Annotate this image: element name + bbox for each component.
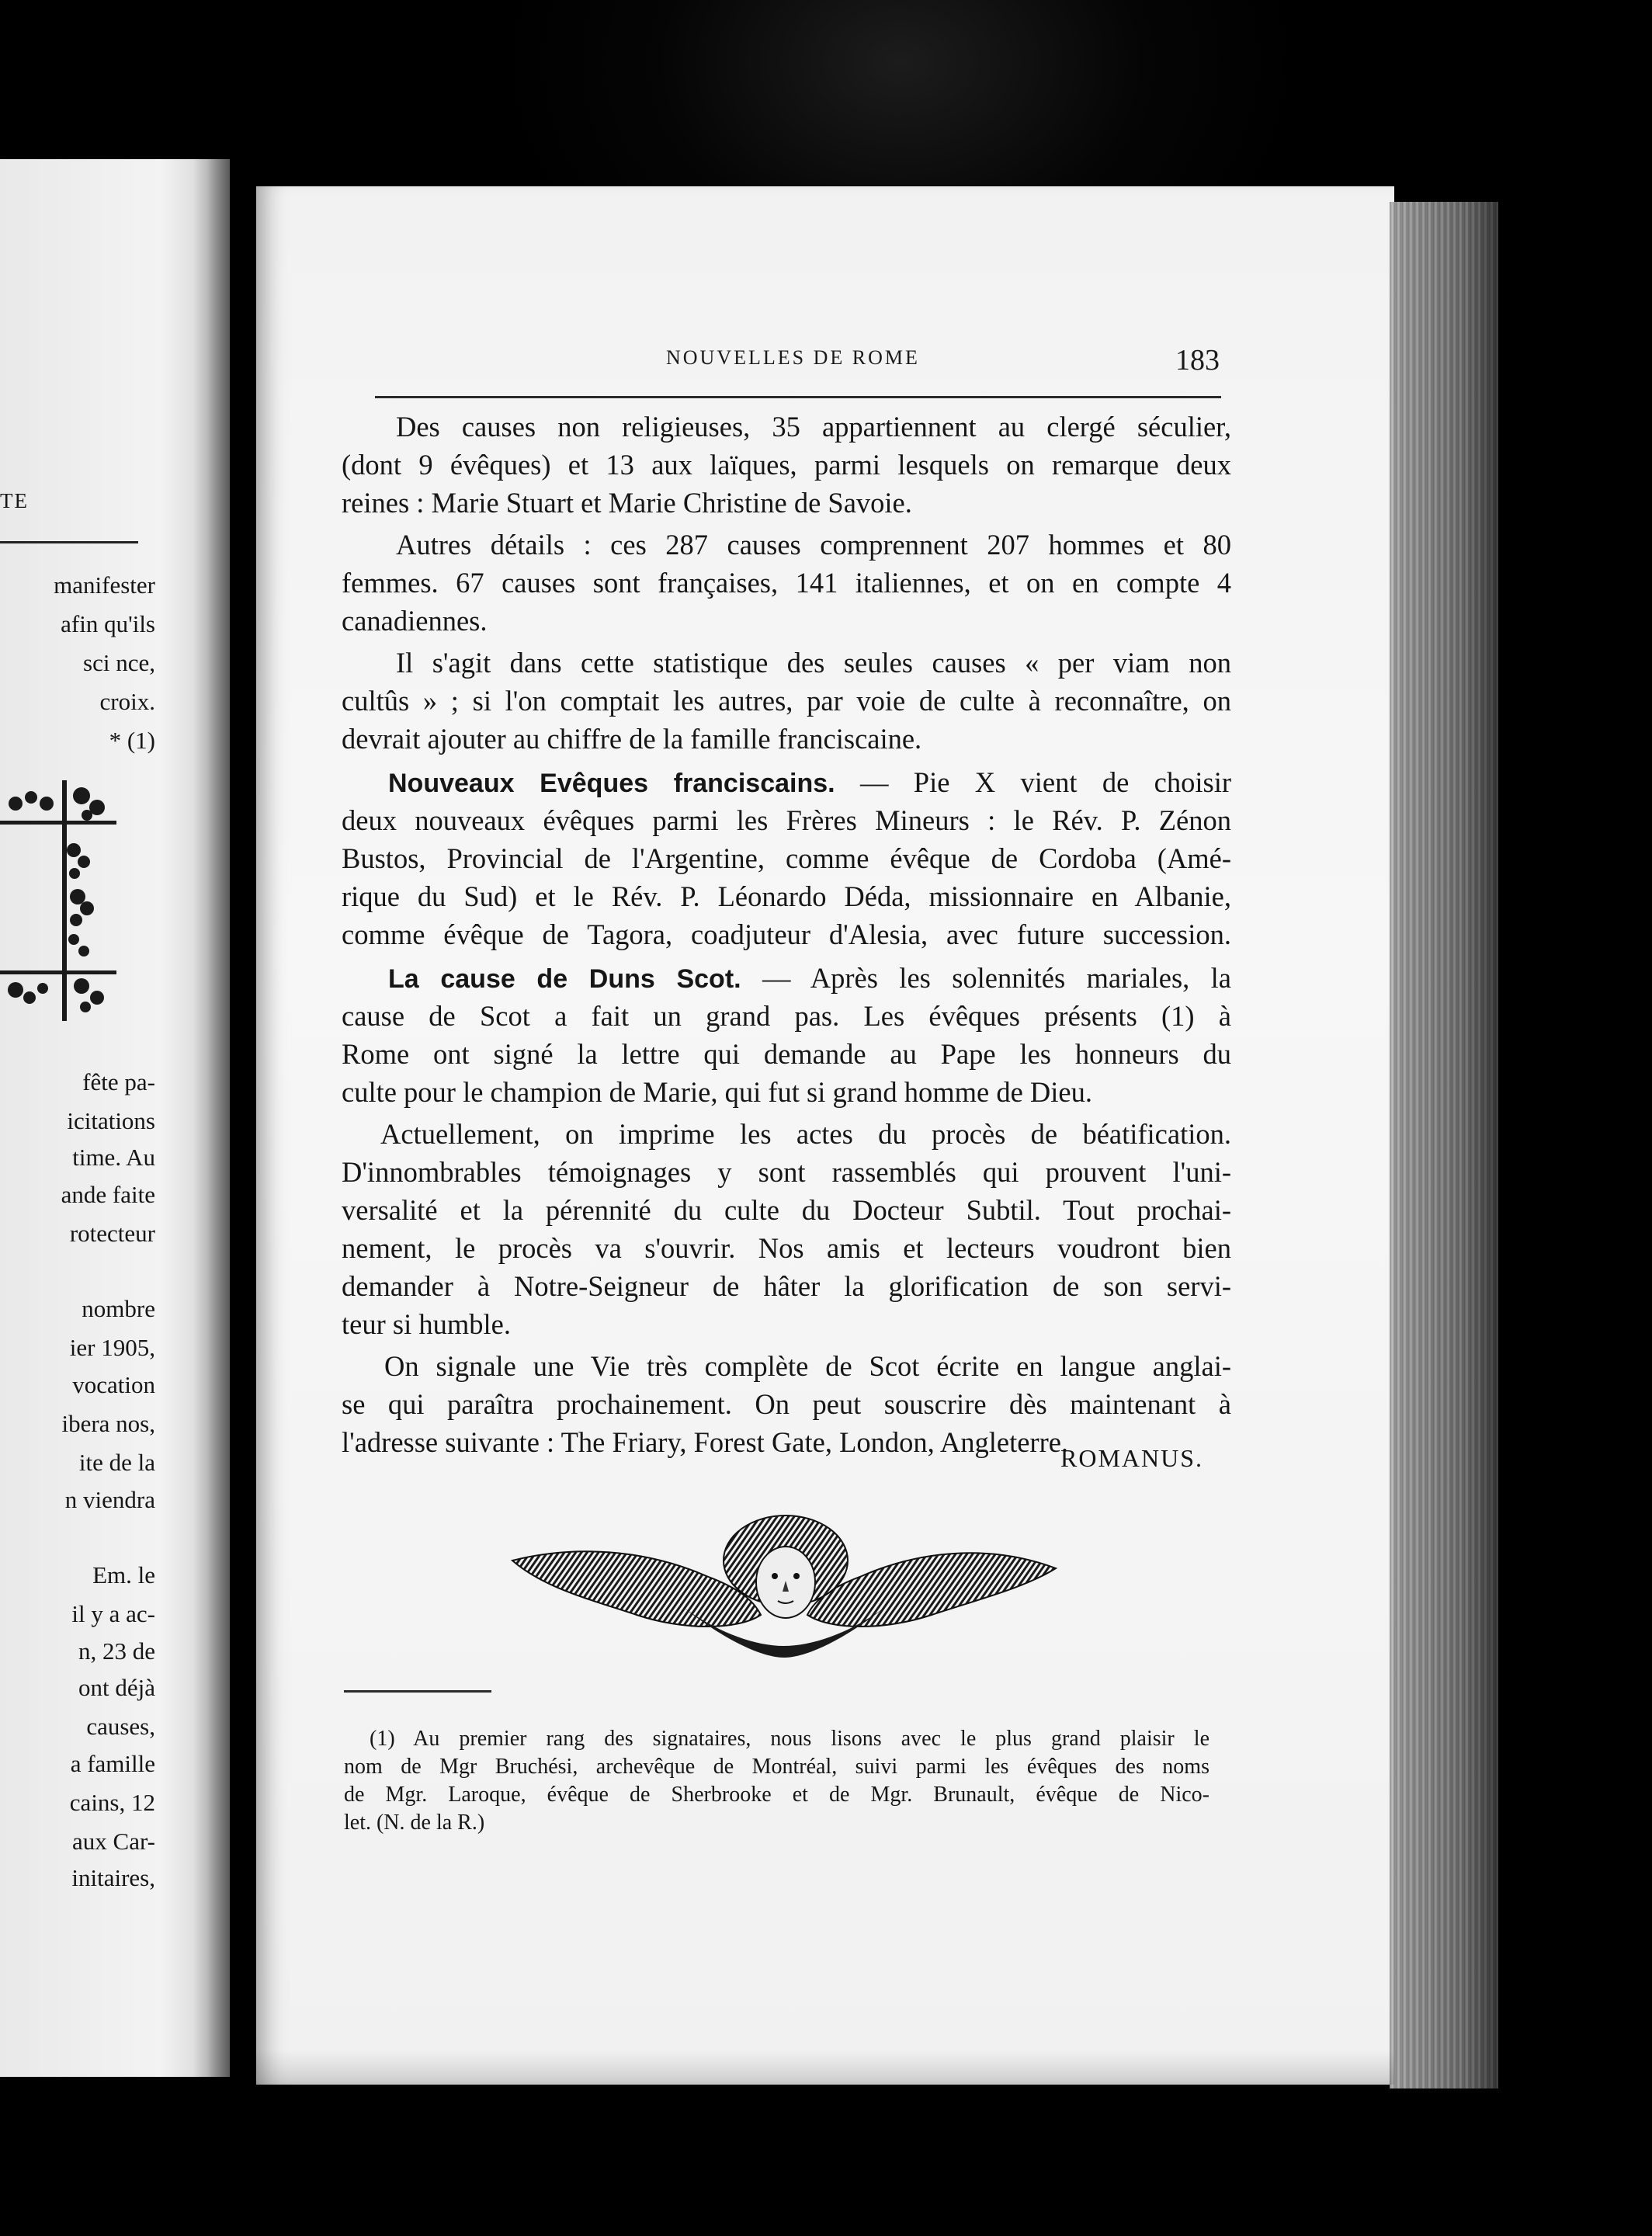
body-line (342, 1073, 1231, 1111)
body-line (342, 1035, 1231, 1073)
body-line (342, 564, 1231, 602)
body-line (342, 915, 1231, 953)
body-line (396, 408, 1231, 446)
body-line (342, 720, 1231, 758)
footnote-line: (1) Au premier rang des signataires, nous lisons avec le plus grand plaisir le (370, 1727, 1210, 1751)
left-page-line: ont déjà (78, 1674, 155, 1701)
body-line-text: teur si humble. (342, 1308, 511, 1340)
body-line (342, 1229, 1231, 1267)
body-line (380, 1115, 1231, 1153)
left-page-line: n, 23 de (78, 1637, 155, 1665)
body-line (342, 839, 1231, 877)
section-heading: Nouveaux Evêques franciscains. (388, 769, 835, 798)
body-line-text: — Pie X vient de choisir (835, 766, 1232, 798)
footnote-line: nom de Mgr Bruchési, archevêque de Montréal, suivi parmi les évêques des noms (344, 1755, 1210, 1779)
body-line-text: comme évêque de Tagora, coadjuteur d'Alesia, avec future succession. (342, 918, 1231, 950)
body-line-text: femmes. 67 causes sont françaises, 141 italiennes, et on en compte 4 (342, 567, 1231, 599)
left-page-line: causes, (86, 1713, 155, 1740)
left-page-line: afin qu'ils (61, 610, 155, 637)
left-page-line: ier 1905, (69, 1334, 155, 1361)
body-line-text: devrait ajouter au chiffre de la famille franciscaine. (342, 723, 922, 755)
left-page-line: ande faite (61, 1181, 155, 1208)
left-page-line: * (1) (109, 727, 155, 754)
body-line-text: — Après les solennités mariales, la (741, 962, 1231, 994)
page-number: 183 (1175, 344, 1220, 377)
left-page-line: Em. le (92, 1561, 155, 1588)
left-page-line: icitations (67, 1107, 155, 1134)
left-page-line: il y a ac- (71, 1600, 155, 1627)
left-head-rule (0, 541, 138, 543)
left-page-line: fête pa- (82, 1068, 155, 1095)
body-line-text: reines : Marie Stuart et Marie Christine de Savoie. (342, 487, 912, 519)
body-line (342, 682, 1231, 720)
body-line-text: Bustos, Provincial de l'Argentine, comme évêque de Cordoba (Amé- (342, 842, 1231, 874)
footnote-line: de Mgr. Laroque, évêque de Sherbrooke et de Mgr. Brunault, évêque de Nico- (344, 1783, 1210, 1807)
left-page-line: manifester (54, 571, 155, 599)
body-line-text: Il s'agit dans cette statistique des seules causes « per viam non (396, 647, 1231, 679)
left-page-line: aux Car- (72, 1828, 155, 1855)
running-head: NOUVELLES DE ROME (666, 346, 920, 369)
body-line-text: deux nouveaux évêques parmi les Frères Mineurs : le Rév. P. Zénon (342, 804, 1231, 836)
left-page-line: n viendra (64, 1486, 155, 1513)
body-line (342, 1385, 1231, 1423)
body-line (396, 644, 1231, 682)
body-line-text: culte pour le champion de Marie, qui fut si grand homme de Dieu. (342, 1076, 1092, 1108)
body-line-text: nement, le procès va s'ouvrir. Nos amis et lecteurs voudront bien (342, 1232, 1231, 1264)
left-page-line: nombre (82, 1295, 155, 1322)
body-line-text: Actuellement, on imprime les actes du procès de béatification. (380, 1118, 1231, 1150)
left-page-line: initaires, (71, 1864, 155, 1891)
body-line (342, 877, 1231, 915)
body-line (388, 763, 1231, 801)
page-edges-shade (1390, 202, 1498, 2088)
body-line-text: demander à Notre-Seigneur de hâter la glorification de son servi- (342, 1270, 1231, 1302)
body-line (342, 997, 1231, 1035)
body-line-text: se qui paraîtra prochainement. On peut souscrire dès maintenant à (342, 1388, 1231, 1420)
body-line-text: rique du Sud) et le Rév. P. Léonardo Déda, missionnaire en Albanie, (342, 880, 1231, 912)
footnote-line: let. (N. de la R.) (344, 1811, 485, 1835)
left-page-line: rotecteur (69, 1220, 155, 1247)
body-line-text: versalité et la pérennité du culte du Docteur Subtil. Tout prochai- (342, 1194, 1231, 1226)
body-line-text: On signale une Vie très complète de Scot écrite en langue anglai- (384, 1350, 1231, 1382)
body-line (342, 1191, 1231, 1229)
floral-ornament-icon (0, 780, 116, 1021)
left-page-line: time. Au (72, 1144, 155, 1171)
body-line (342, 446, 1231, 484)
body-line (342, 484, 1231, 522)
section-heading: La cause de Duns Scot. (388, 964, 741, 994)
body-line (384, 1347, 1231, 1385)
left-page-line: cains, 12 (69, 1789, 155, 1816)
left-page-line: croix. (99, 688, 155, 715)
footnote-rule (344, 1690, 491, 1693)
page-bottom-shadow (256, 2050, 1394, 2085)
cherub-vignette-icon (505, 1514, 1064, 1661)
left-page-line: a famille (70, 1750, 155, 1777)
body-line-text: Autres détails : ces 287 causes comprennent 207 hommes et 80 (396, 529, 1231, 561)
body-line-text: l'adresse suivante : The Friary, Forest Gate, London, Angleterre. (342, 1426, 1069, 1458)
body-line-text: Des causes non religieuses, 35 appartiennent au clergé séculier, (396, 411, 1231, 443)
body-line-text: cultûs » ; si l'on comptait les autres, par voie de culte à reconnaître, on (342, 685, 1231, 717)
signature: ROMANUS. (1060, 1444, 1204, 1472)
left-page-line: ite de la (78, 1449, 155, 1476)
body-line-text: canadiennes. (342, 605, 488, 637)
left-running-head: TE (0, 489, 29, 512)
left-page-line: ibera nos, (61, 1410, 155, 1437)
left-gutter-shadow (193, 159, 230, 2077)
body-line (342, 602, 1231, 640)
body-line (342, 1267, 1231, 1305)
body-line (396, 526, 1231, 564)
body-line-text: cause de Scot a fait un grand pas. Les évêques présents (1) à (342, 1000, 1231, 1032)
body-line-text: (dont 9 évêques) et 13 aux laïques, parmi lesquels on remarque deux (342, 449, 1231, 481)
body-line (388, 959, 1231, 997)
head-rule (375, 396, 1221, 398)
body-line (342, 1153, 1231, 1191)
body-line-text: D'innombrables témoignages y sont rassemblés qui prouvent l'uni- (342, 1156, 1231, 1188)
body-line-text: Rome ont signé la lettre qui demande au Pape les honneurs du (342, 1038, 1231, 1070)
body-line (342, 1305, 1231, 1343)
left-page-line: sci nce, (83, 649, 155, 676)
body-line (342, 801, 1231, 839)
left-page-line: vocation (72, 1371, 155, 1398)
